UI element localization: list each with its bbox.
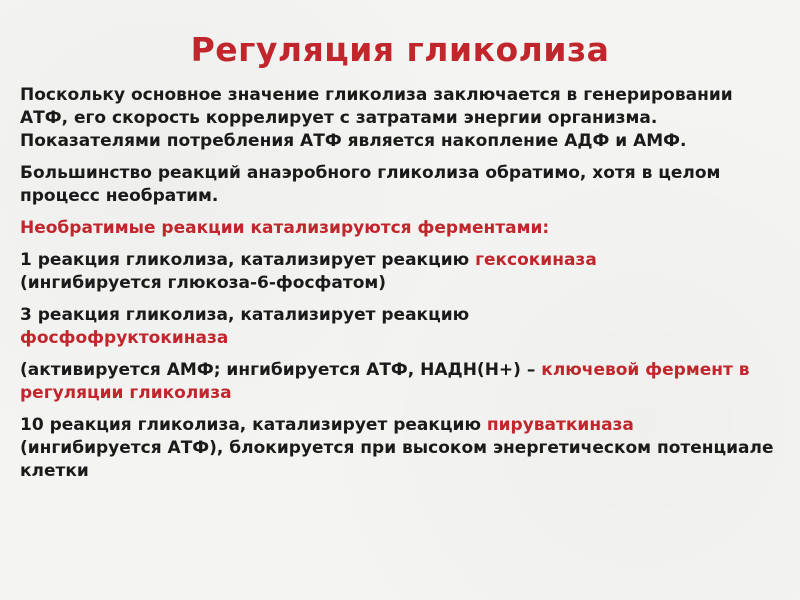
paragraph-reaction-10 <box>20 414 780 483</box>
key-enzyme-note: ключевой фермент в регуляции гликолиза <box>20 360 750 403</box>
paragraph-irreversible-heading: Необратимые реакции катализируются ферментами: <box>20 218 550 238</box>
paragraph-reaction-3 <box>20 304 780 350</box>
enzyme-hexokinase: гексокиназа <box>475 250 597 270</box>
reaction-10-inhibitor: (ингибируется АТФ), блокируется при высоком энергетическом потенциале клетки <box>20 438 774 481</box>
reaction-1-text: 1 реакция гликолиза, катализирует реакцию <box>20 250 476 270</box>
slide-title: Регуляция гликолиза <box>190 30 610 69</box>
reaction-1-inhibitor: (ингибируется глюкоза-6-фосфатом) <box>20 273 387 293</box>
paragraph-atp: Поскольку основное значение гликолиза заключается в генерировании АТФ, его скорость коррелирует с затратами энергии организма. Показателями потребления АТФ является накопление АДФ и АМФ. <box>20 85 733 151</box>
enzyme-phosphofructokinase: фосфофруктокиназа <box>20 328 229 348</box>
pfk-regulation-text: (активируется АМФ; ингибируется АТФ, НАДН(Н+) – <box>20 360 542 380</box>
reaction-3-text: 3 реакция гликолиза, катализирует реакцию <box>20 305 470 325</box>
reaction-10-text: 10 реакция гликолиза, катализирует реакцию <box>20 415 487 435</box>
paragraph-pfk-regulation <box>20 359 780 405</box>
paragraph-reaction-1 <box>20 249 780 295</box>
enzyme-pyruvate-kinase: пируваткиназа <box>486 415 634 435</box>
slide-body <box>20 84 780 492</box>
paragraph-reversibility: Большинство реакций анаэробного гликолиза обратимо, хотя в целом процесс необратим. <box>20 163 721 206</box>
